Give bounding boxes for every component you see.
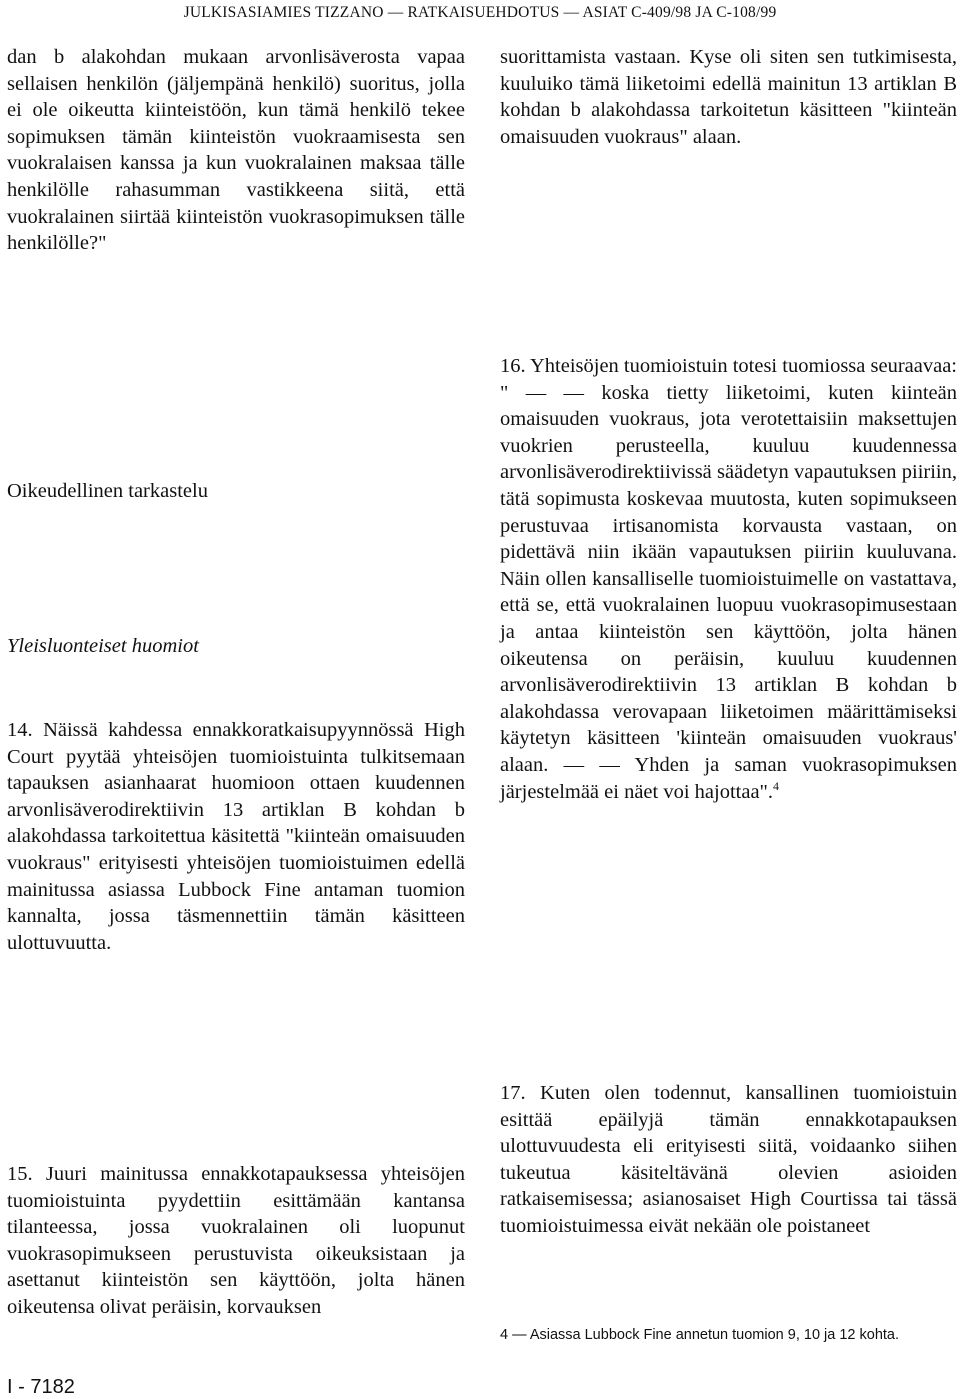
intro-paragraph-text: dan b alakohdan mukaan arvonlisäverosta vapaa sellaisen henkilön (jäljempänä henkilö) suoritus, jolla ei ole oikeutta kiinteistöön, kun tämä henkilö tekee sopimuksen tämän kiinteistön vuokraamisesta sen vuokralaisen kanssa ja kun vuokralainen maksaa tälle henkilölle rahasumman vastikkeena siitä, että vuokralainen siirtää kiinteistön vuokrasopimuksen tälle henkilölle?" bbox=[7, 46, 465, 255]
paragraph-14 bbox=[7, 717, 465, 956]
footnote: 4 — Asiassa Lubbock Fine annetun tuomion 9, 10 ja 12 kohta. bbox=[500, 1327, 900, 1343]
section-heading: Oikeudellinen tarkastelu bbox=[7, 480, 208, 502]
left-intro-paragraph bbox=[7, 44, 465, 257]
paragraph-16 bbox=[500, 353, 957, 805]
paragraph-15-text: 15. Juuri mainitussa ennakkotapauksessa yhteisöjen tuomioistuinta pyydettiin esittämään kantansa tilanteessa, jossa vuokralainen oli luopunut vuokrasopimukseen perustuvista oikeuksistaan ja asettanut kiinteistön sen käyttöön, jolta hänen oikeutensa olivat peräisin, korvauksen bbox=[7, 1163, 465, 1318]
subsection-heading: Yleisluonteiset huomiot bbox=[7, 635, 199, 657]
paragraph-17-text: 17. Kuten olen todennut, kansallinen tuomioistuin esittää epäilyjä tämän ennakkotapauksen ulottuvuudesta eli erityisesti siitä, voidaanko siihen tukeutua käsiteltävänä olevien asioiden ratkaisemisessa; asianosaiset High Courtissa tai tässä tuomioistuimessa eivät nekään ole poistaneet bbox=[500, 1082, 957, 1237]
right-continuation bbox=[500, 44, 957, 150]
running-header: JULKISASIAMIES TIZZANO — RATKAISUEHDOTUS — ASIAT C-409/98 JA C-108/99 bbox=[183, 4, 777, 21]
page-number: I - 7182 bbox=[7, 1376, 75, 1398]
paragraph-15 bbox=[7, 1161, 465, 1321]
paragraph-17 bbox=[500, 1080, 957, 1240]
paragraph-16-text: 16. Yhteisöjen tuomioistuin totesi tuomiossa seuraavaa: " — — koska tietty liiketoimi, kuten kiinteän omaisuuden vuokraus, jota verotettaisiin maksettujen vuokrien perusteella, kuuluu kuudennessa arvonlisäverodirektiivissä säädetyn vapautuksen piiriin, tätä sopimusta koskevaa muutosta, kuten sopimukseen perustuvaa irtisanomista korvausta vastaan, on pidettävä niin ikään vapautuksen piiriin kuuluvana. Näin ollen kansalliselle tuomioistuimelle on vastattava, että se, että vuokralainen luopuu vuokrasopimusestaan ja antaa kiinteistön sen käyttöön, jolta hänen oikeutensa on peräisin, kuuluu kuudennen arvonlisäverodirektiivin 13 artiklan B kohdan b alakohdassa verovapaan liiketoimen määrittämiseksi käytetyn käsitteen 'kiinteän omaisuuden vuokraus' alaan. — — Yhden ja saman vuokrasopimuksen järjestelmää ei näet voi hajottaa". bbox=[500, 355, 958, 803]
continuation-text: suorittamista vastaan. Kyse oli siten sen tutkimisesta, kuuluiko tämä liiketoimi edellä mainitun 13 artiklan B kohdan b alakohdassa tarkoitetun käsitteen "kiinteän omaisuuden vuokraus" alaan. bbox=[500, 46, 957, 148]
paragraph-14-text: 14. Näissä kahdessa ennakkoratkaisupyynnössä High Court pyytää yhteisöjen tuomioistuinta tulkitsemaan tapauksen asianhaarat huomioon ottaen kuudennen arvonlisäverodirektiivin 13 artiklan B kohdan b alakohdassa tarkoitettua käsitettä "kiinteän omaisuuden vuokraus" erityisesti yhteisöjen tuomioistuimen edellä mainitussa asiassa Lubbock Fine antaman tuomion kannalta, jossa täsmennettiin tämän käsitteen ulottuvuutta. bbox=[7, 719, 465, 954]
footnote-reference: 4 bbox=[773, 778, 780, 793]
